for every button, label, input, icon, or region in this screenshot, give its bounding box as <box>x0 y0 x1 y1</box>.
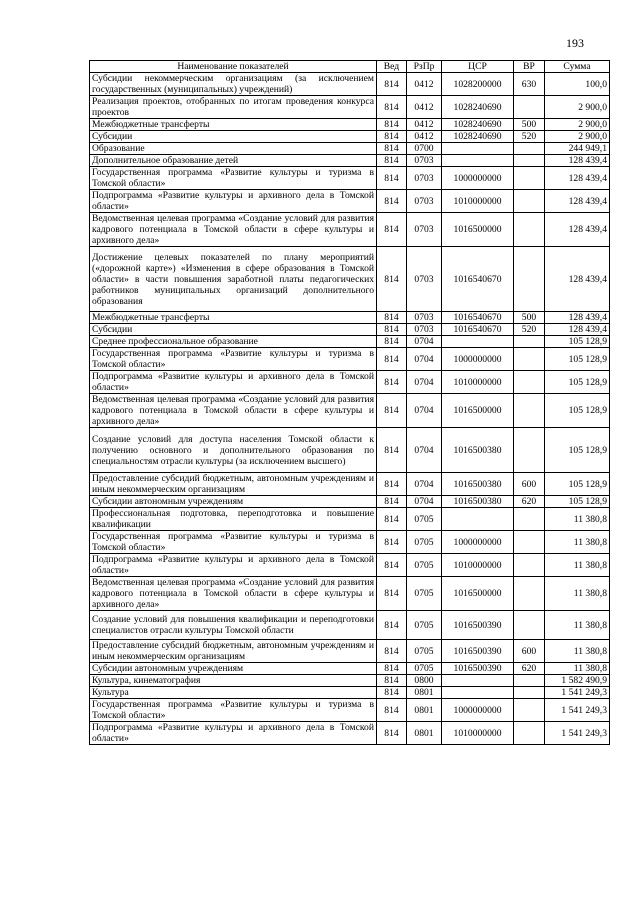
cell-ved: 814 <box>377 531 407 554</box>
cell-ved: 814 <box>377 611 407 640</box>
table-row <box>90 428 610 473</box>
cell-csr: 1016540670 <box>442 312 514 324</box>
table-row <box>90 394 610 428</box>
cell-csr: 1010000000 <box>442 554 514 577</box>
cell-rzpr: 0412 <box>407 73 442 96</box>
cell-name: Среднее профессиональное образование <box>90 336 377 348</box>
table-row <box>90 213 610 247</box>
cell-csr: 1016500000 <box>442 394 514 428</box>
cell-name: Подпрограмма «Развитие культуры и архивного дела в Томской области» <box>90 371 377 394</box>
cell-name: Государственная программа «Развитие культуры и туризма в Томской области» <box>90 699 377 722</box>
cell-rzpr: 0703 <box>407 312 442 324</box>
table-row <box>90 554 610 577</box>
cell-vr: 620 <box>514 663 545 675</box>
table-row <box>90 611 610 640</box>
cell-sum: 105 128,9 <box>545 473 610 496</box>
cell-rzpr: 0800 <box>407 675 442 687</box>
cell-rzpr: 0705 <box>407 577 442 611</box>
cell-ved: 814 <box>377 155 407 167</box>
header-name: Наименование показателей <box>90 61 377 73</box>
cell-csr: 1010000000 <box>442 722 514 745</box>
cell-vr <box>514 577 545 611</box>
cell-rzpr: 0700 <box>407 143 442 155</box>
cell-sum: 11 380,8 <box>545 663 610 675</box>
cell-rzpr: 0704 <box>407 348 442 371</box>
cell-sum: 100,0 <box>545 73 610 96</box>
cell-sum: 11 380,8 <box>545 508 610 531</box>
cell-name: Предоставление субсидий бюджетным, автономным учреждениям и иным некоммерческим организациям <box>90 473 377 496</box>
cell-csr: 1016500380 <box>442 428 514 473</box>
cell-rzpr: 0801 <box>407 699 442 722</box>
table-row <box>90 73 610 96</box>
cell-ved: 814 <box>377 167 407 190</box>
cell-name: Субсидии некоммерческим организациям (за исключением государственных (муниципальных) учреждений) <box>90 73 377 96</box>
cell-rzpr: 0703 <box>407 155 442 167</box>
cell-vr <box>514 155 545 167</box>
cell-vr <box>514 611 545 640</box>
cell-vr <box>514 190 545 213</box>
cell-vr <box>514 531 545 554</box>
cell-sum: 128 439,4 <box>545 155 610 167</box>
cell-ved: 814 <box>377 496 407 508</box>
cell-sum: 128 439,4 <box>545 213 610 247</box>
cell-vr <box>514 247 545 312</box>
cell-vr <box>514 336 545 348</box>
cell-sum: 128 439,4 <box>545 167 610 190</box>
cell-name: Межбюджетные трансферты <box>90 119 377 131</box>
cell-sum: 105 128,9 <box>545 348 610 371</box>
cell-sum: 2 900,0 <box>545 119 610 131</box>
cell-name: Подпрограмма «Развитие культуры и архивного дела в Томской области» <box>90 190 377 213</box>
table-row <box>90 167 610 190</box>
cell-name: Образование <box>90 143 377 155</box>
cell-vr <box>514 167 545 190</box>
cell-vr <box>514 428 545 473</box>
table-row <box>90 371 610 394</box>
cell-vr: 600 <box>514 473 545 496</box>
table-row <box>90 473 610 496</box>
cell-rzpr: 0704 <box>407 336 442 348</box>
cell-csr: 1000000000 <box>442 531 514 554</box>
cell-ved: 814 <box>377 687 407 699</box>
cell-ved: 814 <box>377 73 407 96</box>
cell-sum: 128 439,4 <box>545 247 610 312</box>
cell-csr: 1016500390 <box>442 640 514 663</box>
cell-vr: 500 <box>514 312 545 324</box>
cell-ved: 814 <box>377 213 407 247</box>
cell-csr: 1016540670 <box>442 247 514 312</box>
table-row <box>90 508 610 531</box>
cell-vr <box>514 96 545 119</box>
cell-sum: 128 439,4 <box>545 312 610 324</box>
cell-csr: 1000000000 <box>442 699 514 722</box>
cell-sum: 1 541 249,3 <box>545 699 610 722</box>
cell-name: Субсидии автономным учреждениям <box>90 496 377 508</box>
cell-name: Создание условий для повышения квалификации и переподготовки специалистов отрасли культуры Томской области <box>90 611 377 640</box>
cell-ved: 814 <box>377 722 407 745</box>
cell-name: Подпрограмма «Развитие культуры и архивного дела в Томской области» <box>90 722 377 745</box>
cell-csr: 1016500000 <box>442 213 514 247</box>
table-row <box>90 336 610 348</box>
cell-name: Реализация проектов, отобранных по итогам проведения конкурса проектов <box>90 96 377 119</box>
cell-ved: 814 <box>377 143 407 155</box>
cell-ved: 814 <box>377 699 407 722</box>
cell-rzpr: 0801 <box>407 722 442 745</box>
cell-sum: 1 541 249,3 <box>545 687 610 699</box>
cell-rzpr: 0704 <box>407 394 442 428</box>
cell-ved: 814 <box>377 428 407 473</box>
cell-name: Подпрограмма «Развитие культуры и архивного дела в Томской области» <box>90 554 377 577</box>
cell-sum: 11 380,8 <box>545 531 610 554</box>
cell-csr: 1016500000 <box>442 577 514 611</box>
cell-name: Государственная программа «Развитие культуры и туризма в Томской области» <box>90 348 377 371</box>
cell-sum: 11 380,8 <box>545 611 610 640</box>
cell-csr: 1016540670 <box>442 324 514 336</box>
cell-name: Дополнительное образование детей <box>90 155 377 167</box>
cell-csr <box>442 687 514 699</box>
cell-ved: 814 <box>377 96 407 119</box>
table-row <box>90 96 610 119</box>
cell-ved: 814 <box>377 312 407 324</box>
cell-name: Субсидии <box>90 324 377 336</box>
header-ved: Вед <box>377 61 407 73</box>
cell-name: Ведомственная целевая программа «Создание условий для развития кадрового потенциала в Томской области в сфере культуры и архивного дела» <box>90 394 377 428</box>
cell-name: Ведомственная целевая программа «Создание условий для развития кадрового потенциала в Томской области в сфере культуры и архивного дела» <box>90 577 377 611</box>
table-row <box>90 155 610 167</box>
cell-ved: 814 <box>377 336 407 348</box>
cell-rzpr: 0703 <box>407 167 442 190</box>
table-row <box>90 687 610 699</box>
cell-rzpr: 0705 <box>407 640 442 663</box>
table-row <box>90 348 610 371</box>
cell-rzpr: 0412 <box>407 119 442 131</box>
cell-ved: 814 <box>377 247 407 312</box>
cell-name: Профессиональная подготовка, переподготовка и повышение квалификации <box>90 508 377 531</box>
cell-ved: 814 <box>377 473 407 496</box>
cell-sum: 1 582 490,9 <box>545 675 610 687</box>
cell-vr <box>514 554 545 577</box>
cell-ved: 814 <box>377 554 407 577</box>
table-row <box>90 496 610 508</box>
cell-csr <box>442 508 514 531</box>
cell-name: Государственная программа «Развитие культуры и туризма в Томской области» <box>90 531 377 554</box>
table-row <box>90 640 610 663</box>
cell-sum: 105 128,9 <box>545 428 610 473</box>
cell-csr: 1000000000 <box>442 348 514 371</box>
cell-vr <box>514 687 545 699</box>
cell-vr <box>514 371 545 394</box>
cell-name: Государственная программа «Развитие культуры и туризма в Томской области» <box>90 167 377 190</box>
cell-sum: 2 900,0 <box>545 96 610 119</box>
cell-name: Межбюджетные трансферты <box>90 312 377 324</box>
page-number: 193 <box>566 36 584 50</box>
table-row <box>90 675 610 687</box>
cell-vr: 620 <box>514 496 545 508</box>
table-body <box>90 73 610 745</box>
cell-ved: 814 <box>377 371 407 394</box>
cell-rzpr: 0704 <box>407 473 442 496</box>
cell-csr <box>442 675 514 687</box>
cell-ved: 814 <box>377 508 407 531</box>
cell-ved: 814 <box>377 394 407 428</box>
cell-sum: 105 128,9 <box>545 394 610 428</box>
table-header-row <box>90 61 610 73</box>
cell-vr <box>514 699 545 722</box>
cell-csr <box>442 155 514 167</box>
cell-ved: 814 <box>377 663 407 675</box>
cell-ved: 814 <box>377 119 407 131</box>
cell-vr: 630 <box>514 73 545 96</box>
cell-rzpr: 0705 <box>407 554 442 577</box>
cell-rzpr: 0704 <box>407 496 442 508</box>
cell-csr <box>442 336 514 348</box>
budget-table <box>89 60 610 745</box>
cell-rzpr: 0703 <box>407 213 442 247</box>
cell-vr <box>514 394 545 428</box>
cell-name: Культура, кинематография <box>90 675 377 687</box>
cell-csr: 1016500380 <box>442 473 514 496</box>
cell-vr: 520 <box>514 131 545 143</box>
cell-csr: 1016500390 <box>442 611 514 640</box>
table-row <box>90 722 610 745</box>
cell-sum: 244 949,1 <box>545 143 610 155</box>
cell-sum: 128 439,4 <box>545 324 610 336</box>
cell-csr: 1010000000 <box>442 190 514 213</box>
table-row <box>90 312 610 324</box>
cell-csr: 1010000000 <box>442 371 514 394</box>
cell-rzpr: 0801 <box>407 687 442 699</box>
cell-sum: 1 541 249,3 <box>545 722 610 745</box>
table-row <box>90 190 610 213</box>
cell-sum: 11 380,8 <box>545 554 610 577</box>
cell-rzpr: 0703 <box>407 190 442 213</box>
cell-sum: 105 128,9 <box>545 496 610 508</box>
cell-csr: 1016500380 <box>442 496 514 508</box>
table-row <box>90 143 610 155</box>
cell-vr <box>514 213 545 247</box>
cell-rzpr: 0705 <box>407 663 442 675</box>
table-row <box>90 131 610 143</box>
header-csr: ЦСР <box>442 61 514 73</box>
cell-sum: 105 128,9 <box>545 371 610 394</box>
cell-name: Создание условий для доступа населения Томской области к получению основного и дополнительного образования по специальностям отрасли культуры (за исключением высшего) <box>90 428 377 473</box>
cell-name: Субсидии автономным учреждениям <box>90 663 377 675</box>
cell-vr <box>514 675 545 687</box>
cell-vr <box>514 508 545 531</box>
cell-sum: 2 900,0 <box>545 131 610 143</box>
cell-csr: 1016500390 <box>442 663 514 675</box>
table-row <box>90 247 610 312</box>
cell-name: Субсидии <box>90 131 377 143</box>
cell-ved: 814 <box>377 640 407 663</box>
cell-sum: 105 128,9 <box>545 336 610 348</box>
header-sum: Сумма <box>545 61 610 73</box>
cell-csr <box>442 143 514 155</box>
cell-rzpr: 0703 <box>407 324 442 336</box>
cell-vr: 520 <box>514 324 545 336</box>
cell-vr <box>514 348 545 371</box>
cell-ved: 814 <box>377 675 407 687</box>
cell-rzpr: 0705 <box>407 611 442 640</box>
cell-sum: 11 380,8 <box>545 640 610 663</box>
cell-vr: 600 <box>514 640 545 663</box>
cell-name: Предоставление субсидий бюджетным, автономным учреждениям и иным некоммерческим организациям <box>90 640 377 663</box>
cell-ved: 814 <box>377 190 407 213</box>
cell-name: Достижение целевых показателей по плану мероприятий («дорожной карте») «Изменения в сфере образования в Томской области» в части повышения заработной платы педагогических работников муниципальных организаций дополнительного образования <box>90 247 377 312</box>
cell-vr: 500 <box>514 119 545 131</box>
table-row <box>90 119 610 131</box>
cell-rzpr: 0412 <box>407 96 442 119</box>
cell-csr: 1028240690 <box>442 96 514 119</box>
cell-ved: 814 <box>377 324 407 336</box>
cell-csr: 1028200000 <box>442 73 514 96</box>
cell-rzpr: 0704 <box>407 371 442 394</box>
cell-name: Культура <box>90 687 377 699</box>
cell-sum: 128 439,4 <box>545 190 610 213</box>
table-row <box>90 577 610 611</box>
cell-csr: 1028240690 <box>442 131 514 143</box>
cell-csr: 1028240690 <box>442 119 514 131</box>
cell-rzpr: 0705 <box>407 531 442 554</box>
cell-ved: 814 <box>377 577 407 611</box>
table-row <box>90 699 610 722</box>
cell-rzpr: 0412 <box>407 131 442 143</box>
cell-ved: 814 <box>377 131 407 143</box>
cell-vr <box>514 722 545 745</box>
cell-vr <box>514 143 545 155</box>
cell-rzpr: 0704 <box>407 428 442 473</box>
cell-ved: 814 <box>377 348 407 371</box>
header-vr: ВР <box>514 61 545 73</box>
table-row <box>90 531 610 554</box>
cell-rzpr: 0705 <box>407 508 442 531</box>
cell-rzpr: 0703 <box>407 247 442 312</box>
table-row <box>90 324 610 336</box>
cell-sum: 11 380,8 <box>545 577 610 611</box>
header-rzpr: РзПр <box>407 61 442 73</box>
table-row <box>90 663 610 675</box>
cell-name: Ведомственная целевая программа «Создание условий для развития кадрового потенциала в Томской области в сфере культуры и архивного дела» <box>90 213 377 247</box>
cell-csr: 1000000000 <box>442 167 514 190</box>
